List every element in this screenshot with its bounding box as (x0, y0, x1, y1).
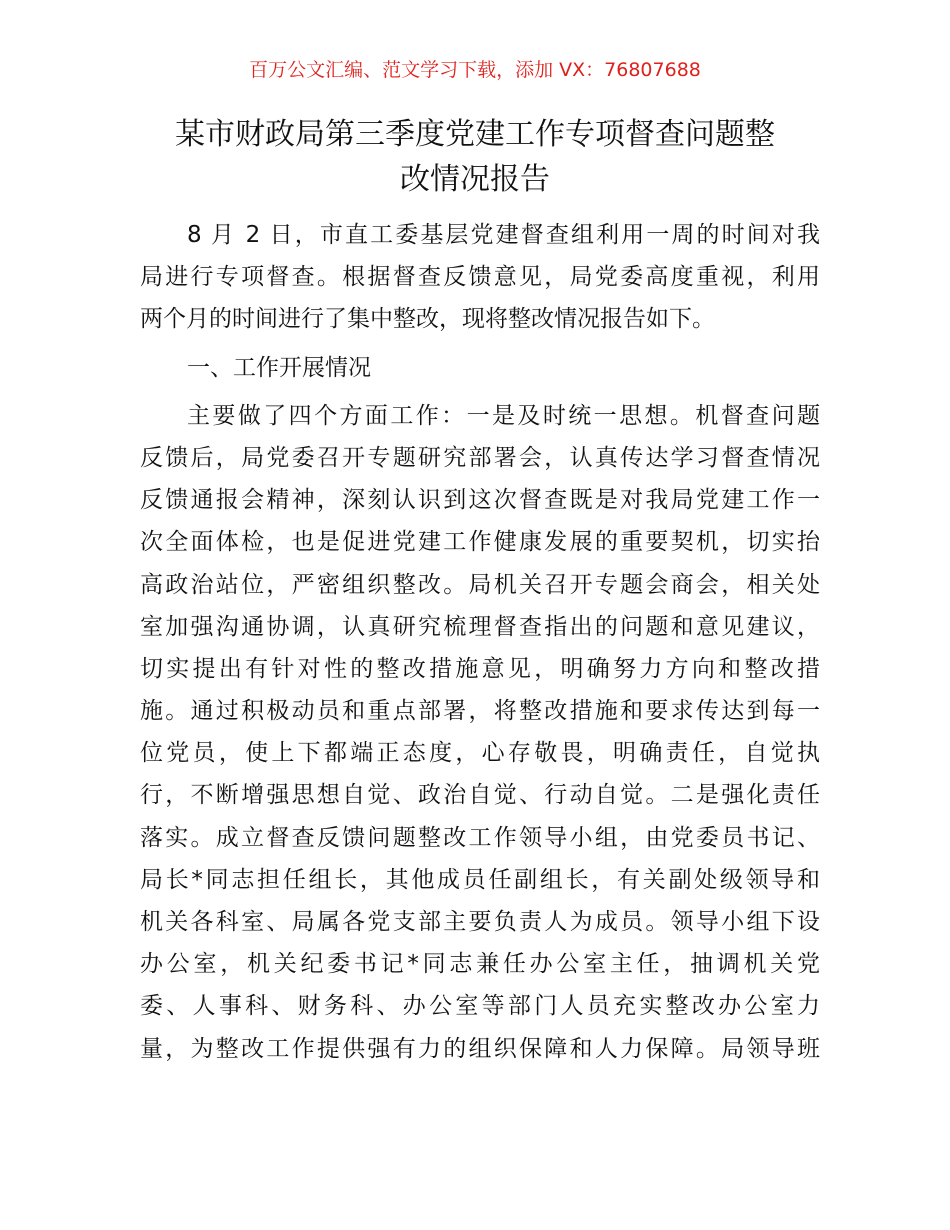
paragraph-line: 两个月的时间进行了集中整改，现将整改情况报告如下。 (140, 306, 715, 333)
paragraph-line: 机关各科室、局属各党支部主要负责人为成员。领导小组下设 (140, 909, 820, 935)
paragraph-line: 落实。成立督查反馈问题整改工作领导小组，由党委员书记、 (140, 824, 820, 851)
paragraph-line: 反馈后，局党委召开专题研究部署会，认真传达学习督查情况 (140, 444, 820, 471)
paragraph-line: 反馈通报会精神，深刻认识到这次督查既是对我局党建工作一 (140, 487, 820, 514)
paragraph-line: 8 月 2 日，市直工委基层党建督查组利用一周的时间对我 (187, 222, 820, 248)
paragraph-line: 主要做了四个方面工作：一是及时统一思想。机督查问题 (187, 402, 820, 429)
paragraph-line: 局进行专项督查。根据督查反馈意见，局党委高度重视，利用 (140, 264, 820, 291)
paragraph-line: 办公室，机关纪委书记*同志兼任办公室主任，抽调机关党 (140, 951, 820, 978)
paragraph-line: 施。通过积极动员和重点部署，将整改措施和要求传达到每一 (140, 698, 820, 725)
title-line: 改情况报告 (400, 162, 550, 197)
paragraph-line: 量，为整改工作提供强有力的组织保障和人力保障。局领导班 (140, 1035, 820, 1062)
section-heading: 一、工作开展情况 (187, 354, 371, 381)
document-body (140, 214, 820, 1070)
paragraph-line: 切实提出有针对性的整改措施意见，明确努力方向和整改措 (140, 655, 820, 682)
paragraph-line: 局长*同志担任组长，其他成员任副组长，有关副处级领导和 (140, 866, 820, 893)
paragraph-line: 行，不断增强思想自觉、政治自觉、行动自觉。二是强化责任 (140, 782, 820, 809)
paragraph-line: 位党员，使上下都端正态度，心存敬畏，明确责任，自觉执 (140, 740, 820, 767)
title-line: 某市财政局第三季度党建工作专项督查问题整 (175, 117, 775, 152)
paragraph-line: 委、人事科、财务科、办公室等部门人员充实整改办公室力 (140, 993, 820, 1020)
paragraph-line: 次全面体检，也是促进党建工作健康发展的重要契机，切实抬 (140, 529, 820, 556)
paragraph-line: 高政治站位，严密组织整改。局机关召开专题会商会，相关处 (140, 571, 820, 598)
document-title (130, 112, 820, 202)
paragraph-line: 室加强沟通协调，认真研究梳理督查指出的问题和意见建议， (140, 613, 820, 640)
header-banner: 百万公文汇编、范文学习下载，添加 VX：76807688 (249, 59, 701, 81)
